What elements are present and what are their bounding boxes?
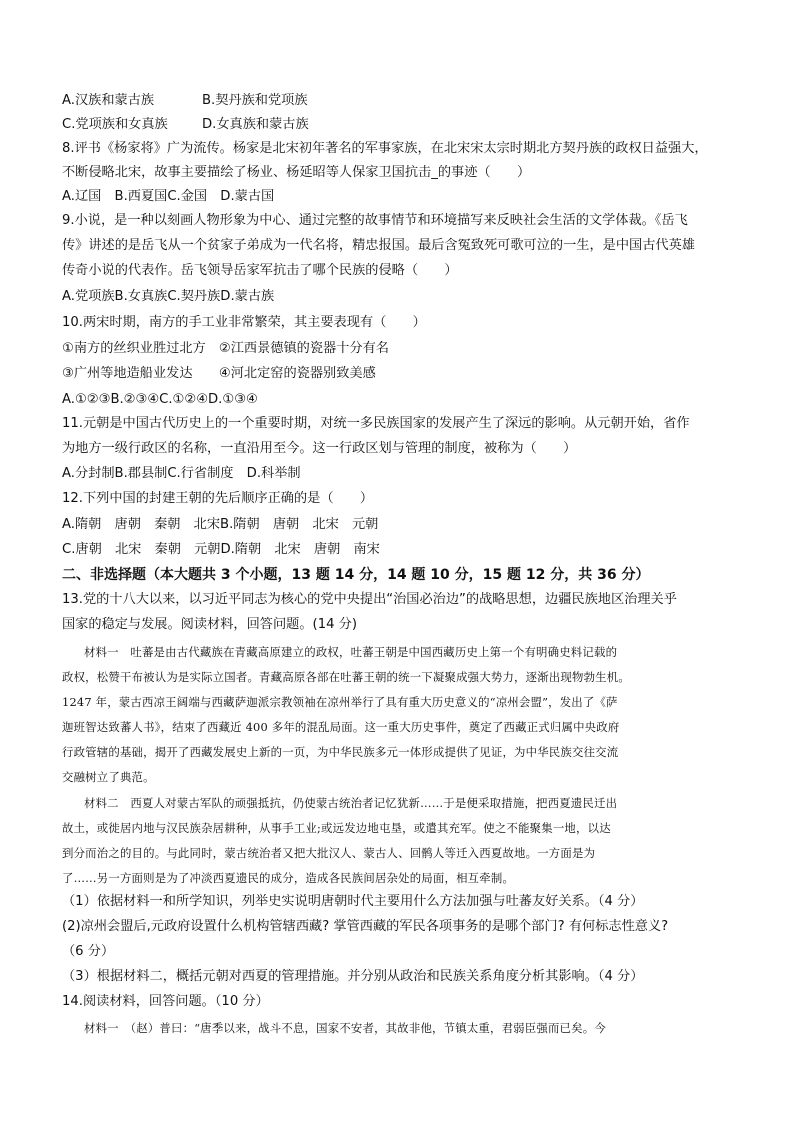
q13-sub3: （3）根据材料二，概括元朝对西夏的管理措施。并分别从政治和民族关系角度分析其影响。（4 分） [62,969,644,984]
q9-options: A.党项族B.女真族C.契丹族D.蒙古族 [62,289,275,304]
q7-option-a: A.汉族和蒙古族 [62,93,155,108]
q7-option-c: C.党项族和女真族 [62,117,168,132]
q9-stem-line3: 传奇小说的代表作。岳飞领导岳家军抗击了哪个民族的侵略（ ） [62,263,458,278]
q8-stem-line2: 不断侵略北宋，故事主要描绘了杨业、杨延昭等人保家卫国抗击_的事迹（ ） [62,165,531,180]
material2-line4: 了……另一方面则是为了冲淡西夏遗民的成分，造成各民族间居杂处的局面，相互牵制。 [62,871,515,885]
q13-sub2-line2: （6 分） [62,944,115,959]
material1-line1: 材料一 吐蕃是由古代藏族在青藏高原建立的政权，吐蕃王朝是中国西藏历史上第一个有明确史料记载的 [84,645,618,659]
q13-sub2-line1: (2)凉州会盟后,元政府设置什么机构管辖西藏? 掌管西藏的军民各项事务的是哪个部门? 有何标志性意义? [62,919,669,934]
q13-stem-line1: 13.党的十八大以来，以习近平同志为核心的党中央提出“治国必治边”的战略思想，边疆民族地区治理关乎 [62,592,677,607]
q8-options: A.辽国 B.西夏国C.金国 D.蒙古国 [62,189,275,204]
q7-option-d: D.女真族和蒙古族 [202,117,309,132]
q7-option-b: B.契丹族和党项族 [202,93,308,108]
material1-line6: 交融树立了典范。 [62,770,155,784]
q12-stem: 12.下列中国的封建王朝的先后顺序正确的是（ ） [62,491,374,506]
q10-stem: 10.两宋时期，南方的手工业非常繁荣，其主要表现有（ ） [62,315,426,330]
q7-options-row2 [62,116,309,134]
q8-stem-line1: 8.评书《杨家将》广为流传。杨家是北宋初年著名的军事家族，在北宋宋太宗时期北方契丹族的政权日益强大， [62,141,708,156]
q11-stem-line1: 11.元朝是中国古代历史上的一个重要时期，对统一多民族国家的发展产生了深远的影响。从元朝开始，省作 [62,416,690,431]
q14-material1-line1: 材料一 （赵）普曰：“唐季以来，战斗不息，国家不安者，其故非他，节镇太重，君弱臣强而已矣。今 [84,1021,606,1035]
material2-line1: 材料二 西夏人对蒙古军队的顽强抵抗，仍使蒙古统治者记忆犹新……于是便采取措施，把西夏遗民迁出 [84,796,618,810]
q10-options: A.①②③B.②③④C.①②④D.①③④ [62,392,258,407]
q12-options-row1: A.隋朝 唐朝 秦朝 北宋B.隋朝 唐朝 北宋 元朝 [62,517,379,532]
material2-line2: 故土，或徙居内地与汉民族杂居耕种，从事手工业;或远发边地屯垦，或遣其充军。使之不能聚集一地，以达 [62,821,611,835]
material1-line4: 迦班智达致蕃人书》，结束了西藏近 400 多年的混乱局面。这一重大历史事件，奠定了西藏正式归属中央政府 [62,720,620,734]
q9-stem-line1: 9.小说，是一种以刻画人物形象为中心、通过完整的故事情节和环境描写来反映社会生活的文学体裁。《岳飞 [62,213,688,228]
q11-options: A.分封制B.郡县制C.行省制度 D.科举制 [62,466,301,481]
q11-stem-line2: 为地方一级行政区的名称，一直沿用至今。这一行政区划与管理的制度，被称为（ ） [62,441,577,456]
q12-options-row2: C.唐朝 北宋 秦朝 元朝D.隋朝 北宋 唐朝 南宋 [62,542,380,557]
material2-line3: 到分而治之的目的。与此同时，蒙古统治者又把大批汉人、蒙古人、回鹘人等迁入西夏故地。一方面是为 [62,846,596,860]
material1-line3: 1247 年，蒙古西凉王阔端与西藏萨迦派宗教领袖在凉州举行了具有重大历史意义的“凉州会盟”，发出了《萨 [62,695,618,709]
q10-items-row1: ①南方的丝织业胜过北方 ②江西景德镇的瓷器十分有名 [62,341,389,356]
q14-stem: 14.阅读材料，回答问题。（10 分） [62,994,269,1009]
q9-stem-line2: 传》讲述的是岳飞从一个贫家子弟成为一代名将，精忠报国。最后含冤致死可歌可泣的一生，是中国古代英雄 [62,238,695,253]
q13-sub1: （1）依据材料一和所学知识，列举史实说明唐朝时代主要用什么方法加强与吐蕃友好关系。（4 分） [62,894,644,909]
q7-options-row1 [62,92,308,110]
material1-line5: 行政管辖的基础，揭开了西藏发展史上新的一页，为中华民族多元一体形成提供了见证，为中华民族交往交流 [62,745,619,759]
material1-line2: 政权，松赞干布被认为是实际立国者。青藏高原各部在吐蕃王朝的统一下凝聚成强大势力，逐渐出现物勃生机。 [62,670,630,684]
section-2-heading: 二、非选择题（本大题共 3 个小题，13 题 14 分，14 题 10 分，15 题 12 分，共 36 分） [62,567,650,583]
q10-items-row2: ③广州等地造船业发达 ④河北定窑的瓷器别致美感 [62,366,376,381]
q13-stem-line2: 国家的稳定与发展。阅读材料，回答问题。(14 分) [62,617,358,632]
